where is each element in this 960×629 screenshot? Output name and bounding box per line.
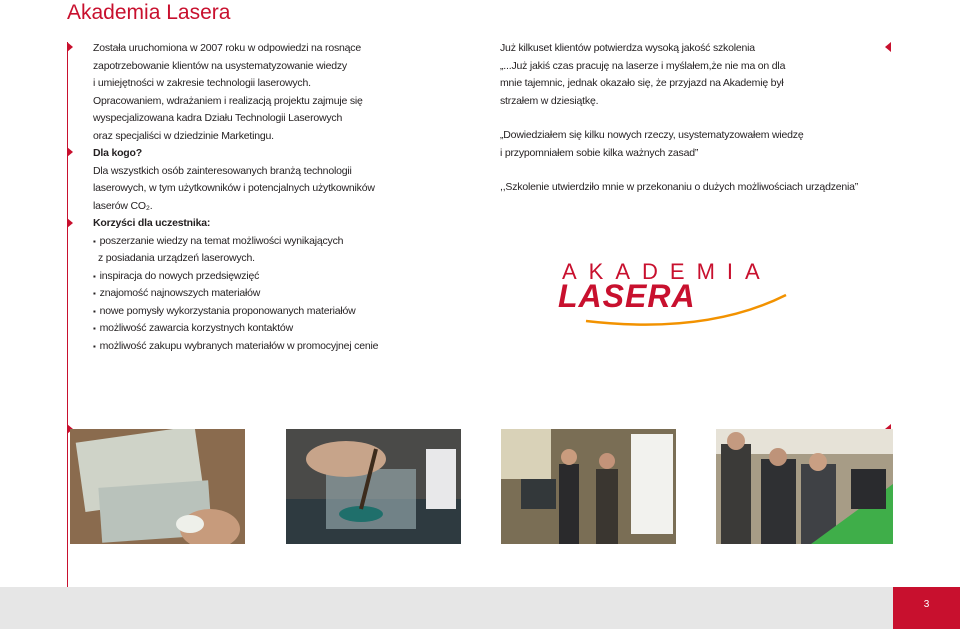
testimonial-line: ,,Szkolenie utwierdziło mnie w przekonaniu o dużych możliwościach urządzenia” — [500, 181, 859, 193]
for-whom-line: laserów CO₂. — [93, 199, 153, 212]
section-marker — [67, 218, 73, 228]
intro-line: Została uruchomiona w 2007 roku w odpowiedzi na rosnące — [93, 42, 361, 54]
intro-line: oraz specjaliści w dziedzinie Marketingu. — [93, 129, 274, 142]
left-column — [93, 40, 378, 355]
benefit-item: ▪ możliwość zawarcia korzystnych kontaktów — [93, 320, 378, 338]
section-marker — [67, 42, 73, 52]
testimonial-line: Już kilkuset klientów potwierdza wysoką jakość szkolenia — [500, 42, 755, 54]
benefit-item: ▪ inspiracja do nowych przedsięwzięć — [93, 268, 378, 286]
testimonial-line: „Dowiedziałem się kilku nowych rzeczy, usystematyzowałem wiedzę — [500, 129, 804, 141]
footer-bar — [0, 587, 960, 629]
testimonial-line: mnie tajemnic, jednak okazało się, że przyjazd na Akademię był — [500, 77, 784, 89]
for-whom-line: laserowych, w tym użytkowników i potencjalnych użytkowników — [93, 182, 375, 194]
benefit-item: ▪ możliwość zakupu wybranych materiałów w promocyjnej cenie — [93, 338, 378, 356]
for-whom-heading: Dla kogo? — [93, 147, 142, 159]
testimonial-line: i przypomniałem sobie kilka ważnych zasad” — [500, 146, 699, 159]
testimonial-line: strzałem w dziesiątkę. — [500, 94, 599, 107]
left-vertical-rule — [67, 42, 68, 587]
benefit-item: ▪ poszerzanie wiedzy na temat możliwości wynikających — [93, 233, 378, 251]
photo-laser-machine — [716, 429, 893, 544]
intro-line: zapotrzebowanie klientów na usystematyzowanie wiedzy — [93, 59, 347, 72]
photo-engraved-tiles — [70, 429, 245, 544]
benefits-heading: Korzyści dla uczestnika: — [93, 217, 211, 229]
benefit-item: ▪ znajomość najnowszych materiałów — [93, 285, 378, 303]
akademia-lasera-logo — [556, 255, 796, 335]
page-title: Akademia Lasera — [67, 1, 231, 24]
benefit-item: ▪ nowe pomysły wykorzystania proponowanych materiałów — [93, 303, 378, 321]
section-marker — [885, 42, 891, 52]
testimonial-line: „...Już jakiś czas pracuję na laserze i myślałem,że nie ma on dla — [500, 59, 786, 72]
section-marker — [67, 147, 73, 157]
logo-line-1: AKADEMIA — [562, 259, 772, 284]
right-column — [500, 40, 858, 197]
logo-line-2: LASERA — [558, 278, 696, 314]
intro-line: Opracowaniem, wdrażaniem i realizacją projektu zajmuje się — [93, 94, 363, 107]
photo-training-flipchart — [501, 429, 676, 544]
benefit-item-continued: z posiadania urządzeń laserowych. — [98, 252, 255, 264]
intro-line: wyspecjalizowana kadra Działu Technologii Laserowych — [93, 112, 343, 124]
for-whom-line: Dla wszystkich osób zainteresowanych branżą technologii — [93, 164, 352, 177]
intro-line: i umiejętności w zakresie technologii laserowych. — [93, 77, 311, 89]
page-number: 3 — [893, 587, 960, 629]
photo-painting-glass — [286, 429, 461, 544]
